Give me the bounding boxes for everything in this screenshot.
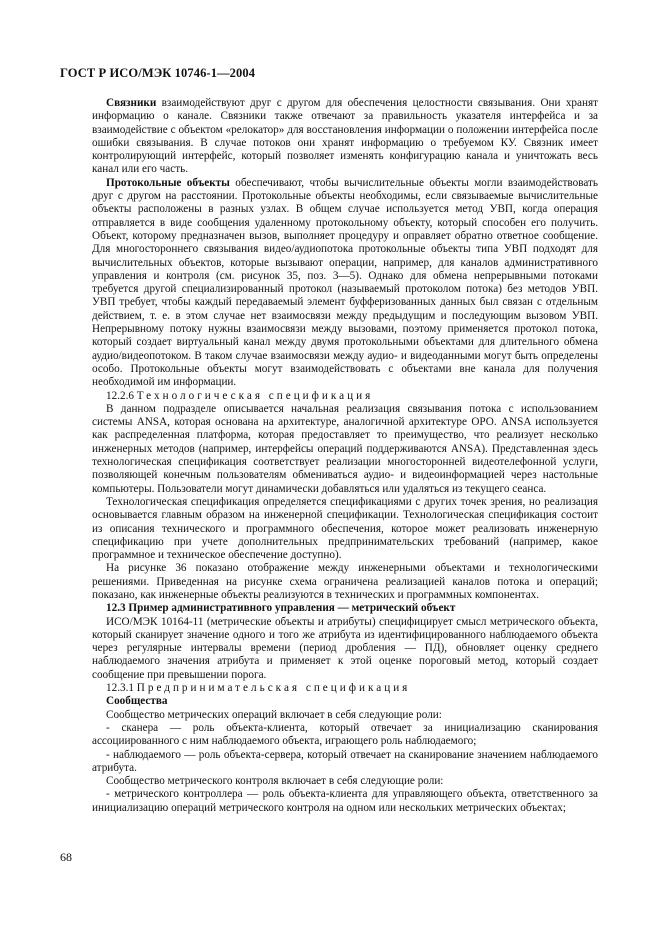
paragraph-metric-control-roles: Сообщество метрического контроля включает в себя следующие роли: <box>106 775 444 788</box>
list-item-scanner: - сканера — роль объекта-клиента, который отвечает за инициализацию сканирования ассоциированного с ним наблюдаемого объекта, играющего роль наблюдаемого; <box>92 721 598 748</box>
paragraph-metric-ops-roles: Сообщество метрических операций включает в себя следующие роли: <box>106 708 442 721</box>
paragraph-tech-intro: В данном подразделе описывается начальная реализация связывания потока с использованием системы ANSA, которая основана на архитектуре, аналогичной архитектуре ОРО. ANSA используется как распределенная платформа, которая предоставляет то преимущество, что реализует несколько инженерных методов (например, интерфейсы операций поддерживаются ANSA). Представленная здесь технологическая спецификация соответствует реализации многосторонней видеотелефонной услуги, позволяющей конечным пользователям обмениваться аудио- и видеоинформацией через настольные компьютеры. Пользователи могут динамически добавляться или удаляться из текущего сеанса. <box>92 402 598 495</box>
page-number: 68 <box>60 850 72 864</box>
heading-12-2-6: 12.2.6 Технологическая спецификация <box>106 389 374 402</box>
list-item-metric-controller: - метрического контроллера — роль объекта-клиента для управляющего объекта, ответственного за инициализацию операций метрического контроля на одном или нескольких метрических объектах; <box>92 788 598 814</box>
heading-12-3-1: 12.3.1 Предпринимательская спецификация <box>106 682 411 695</box>
running-header: ГОСТ Р ИСО/МЭК 10746-1—2004 <box>60 66 256 80</box>
heading-communities: Сообщества <box>106 695 168 708</box>
body-text <box>92 97 598 815</box>
paragraph-figure-36: На рисунке 36 показано отображение между инженерными объектами и технологическими решениями. Приведенная на рисунке схема ограничена реализацией каналов потока и операций; показано, как инженерные объекты реализуются в технических и программных компонентах. <box>92 562 598 601</box>
paragraph-svyazniki: Связники взаимодействуют друг с другом для обеспечения целостности связывания. Они хранят информацию о канале. Связники также отвечают за правильность указателя интерфейса и за взаимодействие с объектом «релокатор» для восстановления информации о положении интерфейса после ошибки связывания. В случае потоков они хранят информацию о требуемом КУ. Связник имеет контролирующий интерфейс, который позволяет изменять конфигурацию канала и уничтожать весь канал или его часть. <box>92 97 598 176</box>
heading-12-3: 12.3 Пример административного управления — метрический объект <box>106 602 456 615</box>
list-item-observed: - наблюдаемого — роль объекта-сервера, который отвечает на сканирование значением наблюдаемого атрибута. <box>92 748 598 774</box>
paragraph-protocol-objects: Протокольные объекты обеспечивают, чтобы вычислительные объекты могли взаимодействовать друг с другом на расстоянии. Протокольные объекты необходимы, если связываемые вычислительные объекты расположены в разных узлах. В общем случае используется метод УВП, когда операция отправляется в виде сообщения удаленному протокольному объекту, который способен его получить. Объект, которому предназначен вызов, выполняет процедуру и оправляет обратно ответное сообщение. Для многостороннего связывания видео/аудиопотока протокольные объекты типа УВП подходят для вычислительных объектов, которые вызывают операции, например, для каналов административного управления и контроля (см. рисунок 35, поз. 3—5). Однако для обмена непрерывными потоками требуется другой специализированный протокол (называемый протоколом потока) без методов УВП. УВП требует, чтобы каждый передаваемый элемент буфферизованных данных был связан с отдельным действием, т. е. в этом случае нет взаимосвязи между предыдущим и последующим вызовом УВП. Непрерывному потоку нужны взаимосвязи между вызовами, поэтому применяется протокол потока, который создает виртуальный канал между двумя протокольными объектами для длительного обмена аудио/видеопотоком. В таком случае взаимосвязи между аудио- и видеоданными могут быть определены особо. Протокольные объекты могут взаимодействовать с объектами вне канала для получения необходимой им информации. <box>92 176 598 389</box>
paragraph-tech-spec: Технологическая спецификация определяется спецификациями с других точек зрения, но реализация основывается главным образом на инженерной спецификации. Технологическая спецификация состоит из описания технического и программного обеспечения, которое может реализовать инженерную спецификацию при учете дополнительных предпринимательских требований (например, какое программное и техническое обеспечение доступно). <box>92 495 598 562</box>
paragraph-iso-10164: ИСО/МЭК 10164-11 (метрические объекты и атрибуты) специфицирует смысл метрического объекта, который сканирует значение одного и того же атрибута из идентифицированного наблюдаемого объекта через регулярные интервалы времени (период дробления — ПД), обновляет оценку среднего наблюдаемого значения атрибута и применяет к этой оценке пороговый метод, который создает сообщение при превышении порога. <box>92 615 598 681</box>
